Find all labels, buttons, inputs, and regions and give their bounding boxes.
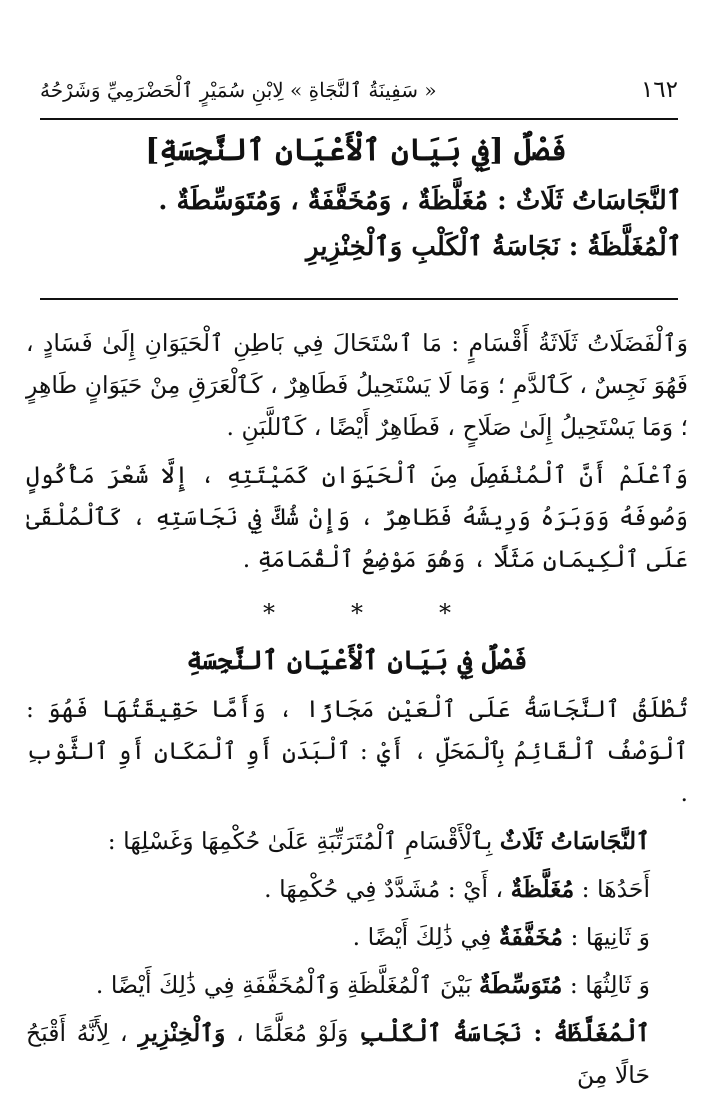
matn-quote: ٱلْمُغَلَّظَةُ : نَجَاسَةُ ٱلْكَلْبِ [359, 1019, 650, 1047]
header-divider [40, 118, 678, 120]
commentary-text: أَحَدُهَا : [574, 875, 650, 903]
commentary-text: بَيْنَ ٱلْمُغَلَّظَةِ وَٱلْمُخَفَّفَةِ فِي ذَٰلِكَ أَيْضًا . [95, 971, 479, 999]
matn-quote: مُخَفَّفَةٌ [498, 923, 563, 951]
commentary-paragraph [26, 916, 688, 958]
star-ornament: * [351, 599, 363, 627]
commentary-text: وَ ثَالِثُهَا : [562, 971, 650, 999]
matn-divider [40, 298, 678, 300]
matn-line: ٱلْمُغَلَّظَةُ : نَجَاسَةُ ٱلْكَلْبِ وَٱلْخِنْزِيرِ [306, 232, 682, 262]
star-ornament: * [439, 599, 451, 627]
section-title: فَصْلٌ فِي بَيَانِ ٱلْأَعْيَانِ ٱلنَّجِسَةِ [186, 646, 528, 676]
commentary-paragraph: وَٱعْلَمْ أَنَّ ٱلْمُنْفَصِلَ مِنَ ٱلْحَيَوَانِ كَمَيْتَتِهِ ، إِلَّا شَعْرَ مَأْكُولٍ وَصُوفَهُ وَوَبَرَهُ وَرِيشَهُ فَطَاهِرٌ ، وَإِنْ شُكَّ فِي نَجَاسَتِهِ ، كَٱلْمُلْقَىٰ عَلَى ٱلْكِيمَانِ مَثَلًا ، وَهُوَ مَوْضِعُ ٱلْقُمَامَةِ . [26, 461, 688, 573]
section-separator [26, 592, 688, 634]
page-header [40, 70, 678, 110]
commentary-text: بِٱلْأَقْسَامِ ٱلْمُتَرَتِّبَةِ عَلَىٰ حُكْمِهَا وَغَسْلِهَا : [107, 827, 500, 855]
matn-quote: وَٱلْخِنْزِيرِ [138, 1019, 226, 1047]
commentary-paragraph [26, 868, 688, 910]
commentary-text: ، أَيْ : مُشَدَّدٌ فِي حُكْمِهَا . [264, 875, 511, 903]
matn-quote: مُتَوَسِّطَةٌ [478, 971, 563, 999]
commentary-text: وَلَوْ مُعَلَّمًا ، [225, 1019, 360, 1047]
matn-heading: فَصْلٌ [فِي بَيَانِ ٱلْأَعْيَانِ ٱلنَّجِسَةِ] [145, 133, 567, 168]
commentary-text: وَ ثَانِيهَا : [562, 923, 650, 951]
matn-quote: مُغَلَّظَةٌ [510, 875, 575, 903]
commentary-paragraph [26, 820, 688, 862]
commentary-paragraph [26, 1012, 688, 1096]
matn-quote: ٱلنَّجَاسَاتُ ثَلَاثٌ [499, 827, 650, 855]
matn-block [30, 128, 682, 270]
commentary-block [26, 322, 688, 1102]
commentary-paragraph: تُطْلَقُ ٱلنَّجَاسَةُ عَلَى ٱلْعَيْنِ مَجَازًا ، وَأَمَّا حَقِيقَتُهَا فَهُوَ : ٱلْوَصْفُ ٱلْقَائِمُ بِٱلْمَحَلِّ ، أَيْ : ٱلْبَدَنِ أَوِ ٱلْمَكَانِ أَوِ ٱلثَّوْبِ . [26, 695, 688, 807]
matn-line: ٱلنَّجَاسَاتُ ثَلَاثٌ : مُغَلَّظَةٌ ، وَمُخَفَّفَةٌ ، وَمُتَوَسِّطَةٌ . [158, 186, 682, 216]
commentary-paragraph [26, 964, 688, 1006]
star-ornament: * [263, 599, 275, 627]
running-title: « سَفِينَةُ ٱلنَّجَاةِ » لِابْنِ سُمَيْرٍ ٱلْحَضْرَمِيِّ وَشَرْحُهُ [40, 78, 437, 102]
commentary-text: ، لِأَنَّهُ أَقْبَحُ حَالًا مِنَ [26, 1019, 650, 1089]
page-number: ١٦٢ [640, 77, 678, 103]
commentary-text: فِي ذَٰلِكَ أَيْضًا . [352, 923, 499, 951]
commentary-paragraph: وَٱلْفَضَلَاتُ ثَلَاثَةُ أَقْسَامٍ : مَا ٱسْتَحَالَ فِي بَاطِنِ ٱلْحَيَوَانِ إِلَىٰ فَسَادٍ ، فَهُوَ نَجِسٌ ، كَٱلدَّمِ ؛ وَمَا لَا يَسْتَحِيلُ فَطَاهِرٌ ، كَٱلْعَرَقِ مِنْ حَيَوَانٍ طَاهِرٍ ؛ وَمَا يَسْتَحِيلُ إِلَىٰ صَلَاحٍ ، فَطَاهِرٌ أَيْضًا ، كَٱللَّبَنِ . [26, 329, 688, 441]
